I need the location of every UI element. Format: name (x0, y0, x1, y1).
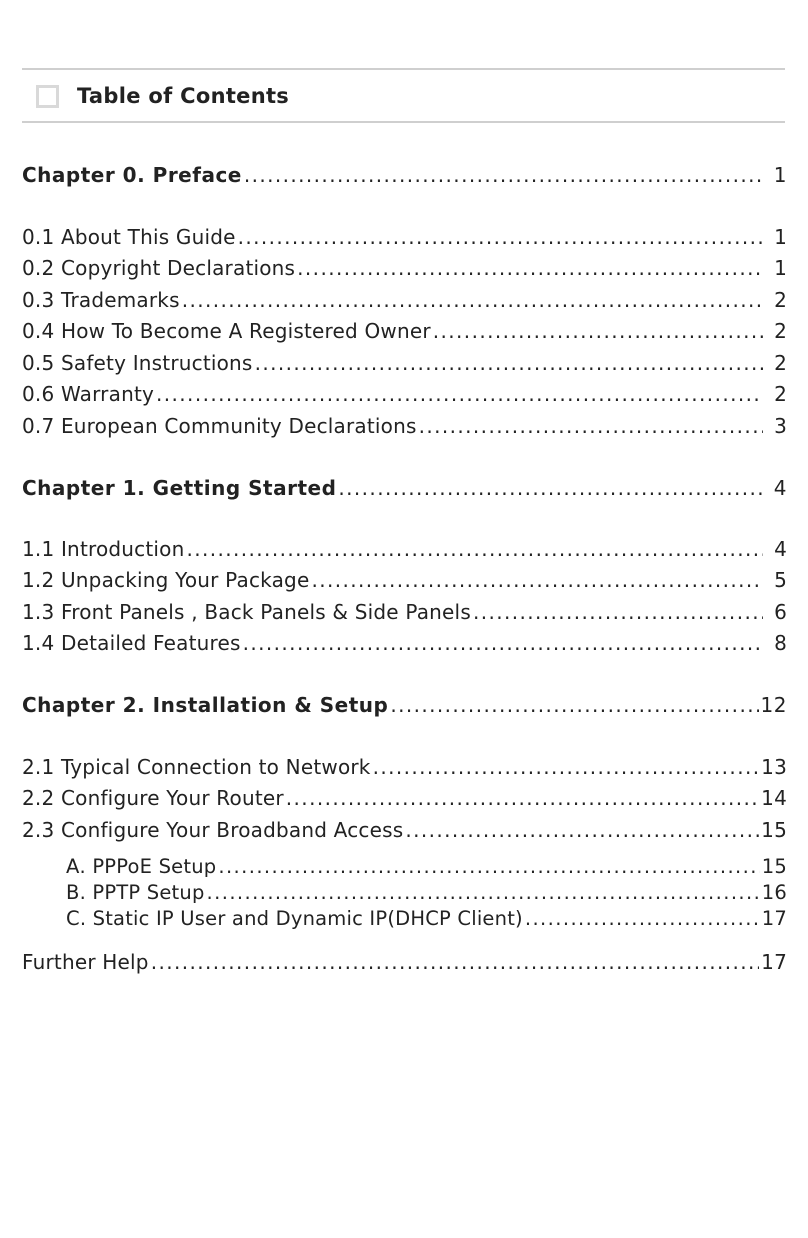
toc-page-number: 17 (761, 907, 787, 930)
toc-entry-title: 0.7 European Community Declarations (22, 414, 417, 438)
toc-chapter-row[interactable] (22, 475, 787, 501)
toc-page-number: 6 (774, 600, 787, 624)
toc-entry-row[interactable] (22, 287, 787, 313)
dot-leader (297, 255, 763, 281)
toc-entry-title: . PPPoE Setup (79, 855, 217, 878)
toc-entry-title: . PPTP Setup (79, 881, 205, 904)
toc-page-number: 4 (774, 537, 787, 561)
toc-entry-row[interactable] (22, 785, 787, 811)
toc-entry-row[interactable] (22, 630, 787, 656)
toc-entry-title: 2.3 Configure Your Broadband Access (22, 818, 404, 842)
toc-chapter-title: Chapter 2. Installation & Setup (22, 693, 389, 717)
toc-chapter-title: Chapter 1. Getting Started (22, 476, 337, 500)
toc-page-number: 2 (774, 288, 787, 312)
toc-entry-row[interactable] (22, 224, 787, 250)
toc-entry-letter: A (66, 855, 80, 878)
dot-leader (238, 224, 763, 250)
toc-entry-row[interactable] (66, 907, 787, 931)
toc-entry-title: 2.1 Typical Connection to Network (22, 755, 371, 779)
dot-leader (244, 162, 763, 188)
toc-entry-title: 1.2 Unpacking Your Package (22, 568, 310, 592)
top-divider (22, 68, 785, 70)
toc-entry-title: 0.3 Trademarks (22, 288, 180, 312)
dot-leader (243, 630, 763, 656)
toc-entry-row[interactable] (22, 350, 787, 376)
dot-leader (311, 567, 763, 593)
toc-entry-row[interactable] (22, 381, 787, 407)
dot-leader (207, 881, 760, 905)
toc-entry-title: 2.2 Configure Your Router (22, 786, 284, 810)
dot-leader (218, 855, 759, 879)
toc-entry-title: Further Help (22, 950, 149, 974)
toc-entry-title: 0.5 Safety Instructions (22, 351, 253, 375)
toc-entry-title: 0.2 Copyright Declarations (22, 256, 296, 280)
dot-leader (390, 692, 758, 718)
toc-page-number: 2 (774, 319, 787, 343)
header-divider (22, 121, 785, 123)
dot-leader (473, 599, 763, 625)
dot-leader (338, 475, 763, 501)
toc-header (36, 82, 289, 110)
toc-entry-row[interactable] (22, 255, 787, 281)
toc-entry-title: 0.6 Warranty (22, 382, 155, 406)
toc-page-number: 17 (761, 950, 787, 974)
dot-leader (186, 536, 763, 562)
toc-entry-title: 0.4 How To Become A Registered Owner (22, 319, 431, 343)
toc-entry-title: 0.1 About This Guide (22, 225, 236, 249)
toc-page-number: 1 (774, 256, 787, 280)
toc-entry-row[interactable] (22, 536, 787, 562)
dot-leader (182, 287, 763, 313)
toc-page-number: 2 (774, 351, 787, 375)
toc-page-number: 15 (761, 818, 787, 842)
dot-leader (419, 413, 763, 439)
toc-entry-row[interactable] (22, 599, 787, 625)
toc-page-number: 5 (774, 568, 787, 592)
toc-entry-row[interactable] (22, 754, 787, 780)
dot-leader (156, 381, 763, 407)
toc-entry-row[interactable] (22, 949, 787, 975)
page-title: Table of Contents (77, 84, 290, 108)
toc-page-number: 2 (774, 382, 787, 406)
toc-page-number: 8 (774, 631, 787, 655)
toc-chapter-row[interactable] (22, 692, 787, 718)
toc-entry-title: 1.1 Introduction (22, 537, 185, 561)
toc-page-number: 1 (773, 163, 787, 187)
toc-page-number: 12 (760, 693, 787, 717)
toc-entry-row[interactable] (66, 881, 787, 905)
toc-page-number: 4 (773, 476, 787, 500)
toc-entry-title: 1.3 Front Panels , Back Panels & Side Panels (22, 600, 471, 624)
toc-entry-row[interactable] (22, 817, 787, 843)
dot-leader (286, 785, 759, 811)
toc-chapter-title: Chapter 0. Preface (22, 163, 242, 187)
toc-entry-row[interactable] (22, 413, 787, 439)
toc-entry-letter: B (66, 881, 80, 904)
toc-page-number: 3 (774, 414, 787, 438)
toc-entry-row[interactable] (22, 567, 787, 593)
dot-leader (405, 817, 759, 843)
toc-page-number: 15 (761, 855, 787, 878)
toc-chapter-row[interactable] (22, 162, 787, 188)
toc-entry-letter: C (66, 907, 80, 930)
dot-leader (151, 949, 759, 975)
dot-leader (373, 754, 760, 780)
dot-leader (433, 318, 763, 344)
toc-entry-row[interactable] (66, 855, 787, 879)
dot-leader (255, 350, 763, 376)
checkbox-square-icon (36, 85, 59, 108)
toc-entry-title: 1.4 Detailed Features (22, 631, 241, 655)
toc-page-number: 1 (774, 225, 787, 249)
toc-entry-row[interactable] (22, 318, 787, 344)
toc-page-number: 13 (761, 755, 787, 779)
toc-page-number: 14 (761, 786, 787, 810)
toc-page-number: 16 (761, 881, 787, 904)
toc-entry-title: . Static IP User and Dynamic IP(DHCP Client) (79, 907, 523, 930)
dot-leader (525, 907, 760, 931)
